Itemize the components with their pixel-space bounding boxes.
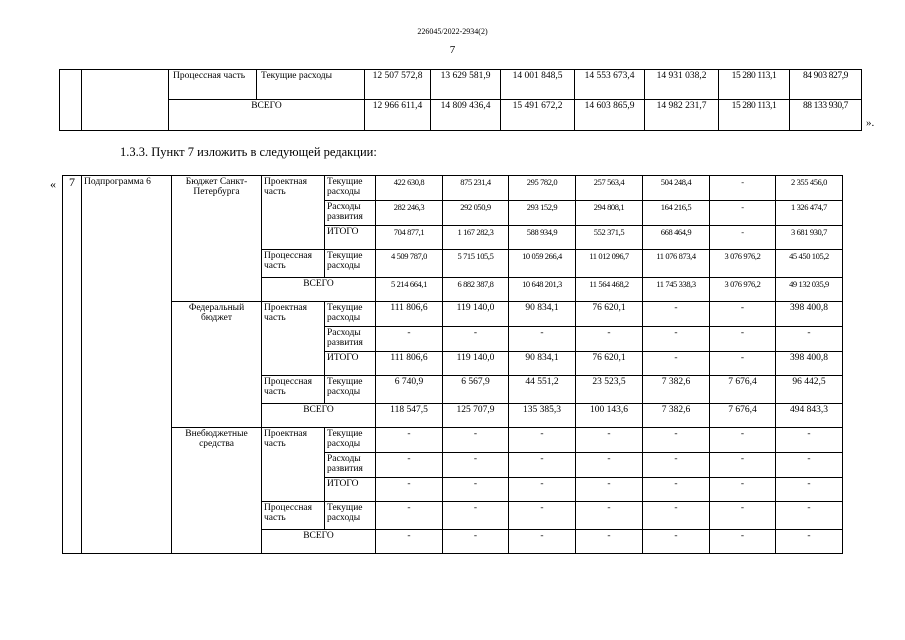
project-part-label: Проектная часть [262,176,325,250]
value-cell: - [376,327,443,352]
value-cell: 4 509 787,0 [376,250,443,278]
value-cell: - [776,327,843,352]
itogo-label: ИТОГО [325,226,376,250]
vsego-label: ВСЕГО [262,404,376,428]
value-cell: 119 140,0 [443,352,509,376]
value-cell: 875 231,4 [443,176,509,201]
value-cell: 96 442,5 [776,376,843,404]
value-cell: 76 620,1 [576,302,643,327]
vsego-label: ВСЕГО [262,278,376,302]
value-cell: - [710,201,776,226]
value-cell: 11 564 468,2 [576,278,643,302]
current-expenses-label: Текущие расходы [325,176,376,201]
project-part-label: Проектная часть [262,302,325,376]
value-cell: 100 143,6 [576,404,643,428]
value-cell: - [376,453,443,478]
development-expenses-label: Расходы развития [325,201,376,226]
value-cell: 552 371,5 [576,226,643,250]
closing-quote: ». [866,117,875,129]
value-cell: 76 620,1 [576,352,643,376]
value-cell: - [776,428,843,453]
value-cell: 84 903 827,9 [790,70,862,100]
value-cell: 135 385,3 [509,404,576,428]
value-cell: 15 280 113,1 [719,70,790,100]
subprogram-label: Подпрограмма 6 [82,176,172,554]
value-cell: - [443,530,509,554]
project-current-row [63,302,843,327]
value-cell: - [643,453,710,478]
value-cell: 3 076 976,2 [710,278,776,302]
value-cell: - [443,453,509,478]
value-cell: 90 834,1 [509,352,576,376]
current-expenses-label: Текущие расходы [257,70,365,100]
value-cell: - [443,502,509,530]
value-cell: 125 707,9 [443,404,509,428]
value-cell: 1 167 282,3 [443,226,509,250]
value-cell: - [643,428,710,453]
value-cell: 45 450 105,2 [776,250,843,278]
value-cell: - [509,453,576,478]
value-cell: 111 806,6 [376,302,443,327]
value-cell: 44 551,2 [509,376,576,404]
value-cell: - [509,428,576,453]
process-part-label: Процессная часть [262,502,325,530]
value-cell: 3 076 976,2 [710,250,776,278]
value-cell: 422 630,8 [376,176,443,201]
project-current-row [63,176,843,201]
value-cell: 588 934,9 [509,226,576,250]
value-cell: - [710,453,776,478]
current-expenses-label: Текущие расходы [325,502,376,530]
value-cell: - [710,352,776,376]
value-cell: 294 808,1 [576,201,643,226]
value-cell: 11 076 873,4 [643,250,710,278]
value-cell: - [710,530,776,554]
value-cell: 49 132 035,9 [776,278,843,302]
value-cell: - [576,502,643,530]
value-cell: 7 382,6 [643,404,710,428]
value-cell: 119 140,0 [443,302,509,327]
value-cell: - [710,226,776,250]
itogo-label: ИТОГО [325,352,376,376]
value-cell: 11 012 096,7 [576,250,643,278]
process-part-label: Процессная часть [262,376,325,404]
value-cell: - [576,478,643,502]
value-cell: 10 059 266,4 [509,250,576,278]
value-cell: 295 782,0 [509,176,576,201]
value-cell: 14 603 865,9 [575,100,645,131]
development-expenses-label: Расходы развития [325,327,376,352]
process-part-label: Процессная часть [262,250,325,278]
value-cell: - [376,502,443,530]
row-number: 7 [63,176,82,554]
value-cell: - [776,502,843,530]
value-cell: 14 931 038,2 [645,70,719,100]
blank-cell [82,70,169,131]
value-cell: 23 523,5 [576,376,643,404]
value-cell: 398 400,8 [776,352,843,376]
value-cell: - [643,352,710,376]
value-cell: 12 507 572,8 [365,70,431,100]
value-cell: 14 001 848,5 [501,70,575,100]
funding-source: Федеральный бюджет [172,302,262,428]
value-cell: - [443,327,509,352]
value-cell: - [443,428,509,453]
value-cell: 6 740,9 [376,376,443,404]
value-cell: 88 133 930,7 [790,100,862,131]
current-expenses-label: Текущие расходы [325,428,376,453]
value-cell: 5 715 105,5 [443,250,509,278]
value-cell: - [643,530,710,554]
value-cell: 13 629 581,9 [431,70,501,100]
value-cell: 6 882 387,8 [443,278,509,302]
value-cell: 293 152,9 [509,201,576,226]
section-title: 1.3.3. Пункт 7 изложить в следующей редакции: [120,145,377,159]
value-cell: 118 547,5 [376,404,443,428]
value-cell: - [710,176,776,201]
current-expenses-label: Текущие расходы [325,250,376,278]
value-cell: 14 553 673,4 [575,70,645,100]
value-cell: 3 681 930,7 [776,226,843,250]
value-cell: 704 877,1 [376,226,443,250]
value-cell: 494 843,3 [776,404,843,428]
value-cell: - [509,327,576,352]
vsego-label: ВСЕГО [262,530,376,554]
funding-source: Внебюджетные средства [172,428,262,554]
value-cell: - [509,502,576,530]
value-cell: 14 982 231,7 [645,100,719,131]
subprogram-budget-table [62,175,843,554]
value-cell: - [576,530,643,554]
total-label: ВСЕГО [169,100,365,131]
page-number: 7 [449,44,456,56]
current-expenses-label: Текущие расходы [325,376,376,404]
value-cell: 6 567,9 [443,376,509,404]
value-cell: - [576,327,643,352]
value-cell: - [776,530,843,554]
value-cell: - [576,453,643,478]
value-cell: - [643,302,710,327]
value-cell: - [643,478,710,502]
value-cell: 15 491 672,2 [501,100,575,131]
development-expenses-label: Расходы развития [325,453,376,478]
value-cell: - [576,428,643,453]
value-cell: 12 966 611,4 [365,100,431,131]
document-number: 226045/2022-2934(2) [417,27,488,36]
value-cell: - [710,327,776,352]
current-expenses-label: Текущие расходы [325,302,376,327]
value-cell: 504 248,4 [643,176,710,201]
value-cell: 10 648 201,3 [509,278,576,302]
itogo-label: ИТОГО [325,478,376,502]
value-cell: 398 400,8 [776,302,843,327]
value-cell: - [776,478,843,502]
opening-quote: « [50,177,56,191]
value-cell: 257 563,4 [576,176,643,201]
value-cell: 7 676,4 [710,376,776,404]
value-cell: 5 214 664,1 [376,278,443,302]
value-cell: - [643,502,710,530]
value-cell: - [710,428,776,453]
value-cell: 282 246,3 [376,201,443,226]
value-cell: 164 216,5 [643,201,710,226]
value-cell: - [509,478,576,502]
value-cell: 668 464,9 [643,226,710,250]
value-cell: - [376,478,443,502]
value-cell: - [443,478,509,502]
value-cell: - [376,428,443,453]
value-cell: 292 050,9 [443,201,509,226]
value-cell: - [776,453,843,478]
value-cell: 111 806,6 [376,352,443,376]
value-cell: 90 834,1 [509,302,576,327]
blank-cell [60,70,82,131]
funding-source: Бюджет Санкт-Петербурга [172,176,262,302]
value-cell: - [509,530,576,554]
value-cell: - [643,327,710,352]
top-budget-table [59,69,862,131]
value-cell: - [376,530,443,554]
process-part-label: Процессная часть [169,70,257,100]
value-cell: 11 745 338,3 [643,278,710,302]
project-current-row [63,428,843,453]
value-cell: 7 676,4 [710,404,776,428]
value-cell: 1 326 474,7 [776,201,843,226]
project-part-label: Проектная часть [262,428,325,502]
value-cell: 15 280 113,1 [719,100,790,131]
value-cell: 7 382,6 [643,376,710,404]
value-cell: - [710,478,776,502]
value-cell: 14 809 436,4 [431,100,501,131]
value-cell: - [710,502,776,530]
value-cell: 2 355 456,0 [776,176,843,201]
value-cell: - [710,302,776,327]
